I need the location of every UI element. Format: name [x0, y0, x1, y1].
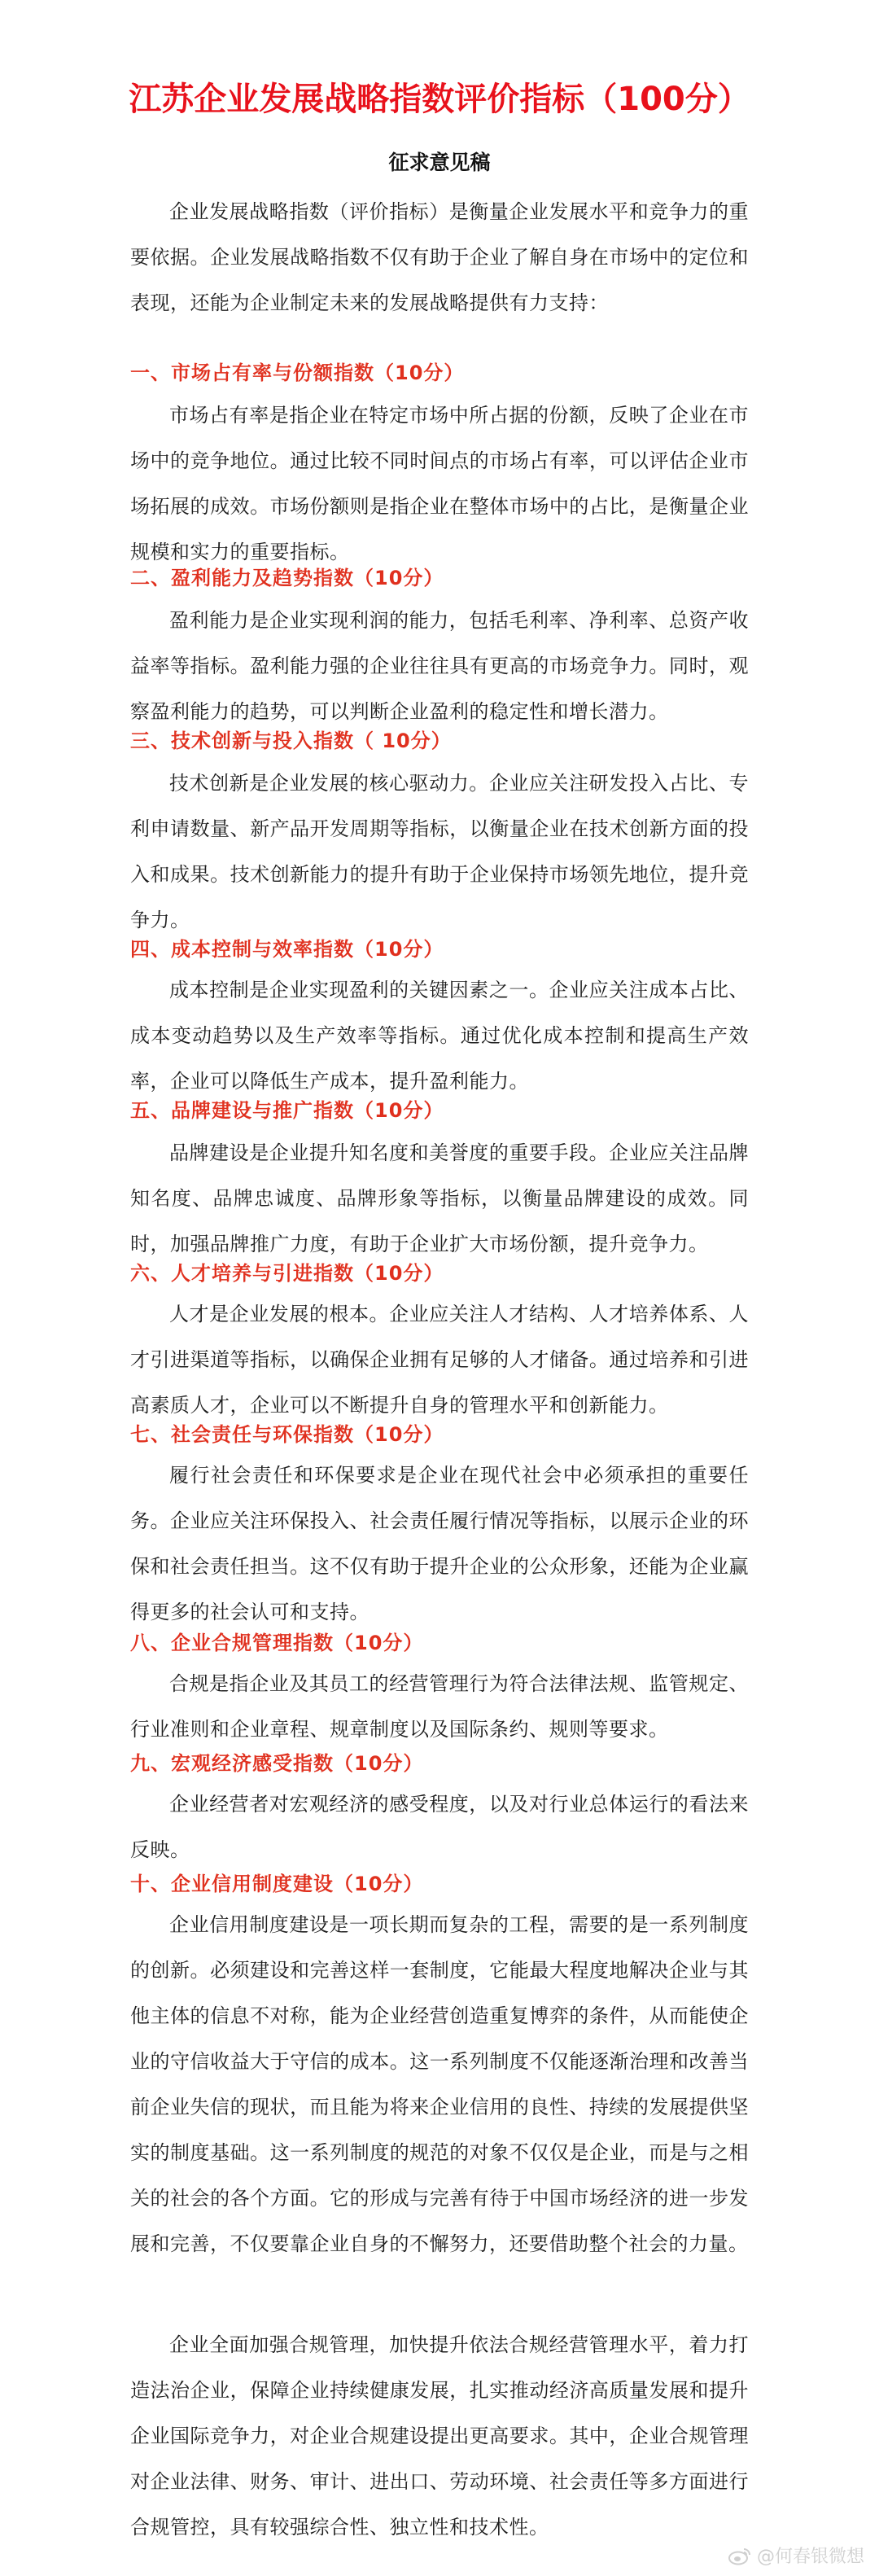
section-body-1: 市场占有率是指企业在特定市场中所占据的份额，反映了企业在市场中的竞争地位。通过比较不同时间点的市场占有率，可以评估企业市场拓展的成效。市场份额则是指企业在整体市场中的占比，是衡量企业规模和实力的重要指标。	[130, 404, 749, 563]
section-heading-3: 三、技术创新与投入指数（ 10分）	[130, 729, 452, 752]
intro-paragraph: 企业发展战略指数（评价指标）是衡量企业发展水平和竞争力的重要依据。企业发展战略指数不仅有助于企业了解自身在市场中的定位和表现，还能为企业制定未来的发展战略提供有力支持：	[130, 200, 749, 314]
closing-paragraph: 企业全面加强合规管理，加快提升依法合规经营管理水平，着力打造法治企业，保障企业持续健康发展，扎实推动经济高质量发展和提升企业国际竞争力，对企业合规建设提出更高要求。其中，企业合规管理对企业法律、财务、审计、进出口、劳动环境、社会责任等多方面进行合规管控，具有较强综合性、独立性和技术性。	[130, 2333, 749, 2539]
section-body-6: 人才是企业发展的根本。企业应关注人才结构、人才培养体系、人才引进渠道等指标，以确保企业拥有足够的人才储备。通过培养和引进高素质人才，企业可以不断提升自身的管理水平和创新能力。	[130, 1303, 749, 1417]
section-heading-2: 二、盈利能力及趋势指数（10分）	[130, 567, 444, 589]
section-heading-9: 九、宏观经济感受指数（10分）	[130, 1752, 424, 1775]
section-body-3: 技术创新是企业发展的核心驱动力。企业应关注研发投入占比、专利申请数量、新产品开发周期等指标，以衡量企业在技术创新方面的投入和成果。技术创新能力的提升有助于企业保持市场领先地位，提升竞争力。	[130, 772, 749, 931]
section-heading-5: 五、品牌建设与推广指数（10分）	[130, 1099, 444, 1122]
watermark	[728, 2543, 864, 2568]
section-heading-1: 一、市场占有率与份额指数（10分）	[130, 361, 465, 384]
page-subtitle: 征求意见稿	[388, 151, 491, 174]
section-heading-4: 四、成本控制与效率指数（10分）	[130, 938, 444, 961]
section-heading-7: 七、社会责任与环保指数（10分）	[130, 1423, 444, 1446]
section-body-9: 企业经营者对宏观经济的感受程度，以及对行业总体运行的看法来反映。	[130, 1793, 749, 1861]
section-heading-6: 六、人才培养与引进指数（10分）	[130, 1262, 444, 1285]
weibo-icon	[728, 2546, 752, 2565]
page-title: 江苏企业发展战略指数评价指标（100分）	[129, 81, 750, 118]
section-body-10: 企业信用制度建设是一项长期而复杂的工程，需要的是一系列制度的创新。必须建设和完善这样一套制度，它能最大程度地解决企业与其他主体的信息不对称，能为企业经营创造重复博弈的条件，从而能使企业的守信收益大于守信的成本。这一系列制度不仅能逐渐治理和改善当前企业失信的现状，而且能为将来企业信用的良性、持续的发展提供坚实的制度基础。这一系列制度的规范的对象不仅仅是企业，而是与之相关的社会的各个方面。它的形成与完善有待于中国市场经济的进一步发展和完善，不仅要靠企业自身的不懈努力，还要借助整个社会的力量。	[130, 1913, 749, 2255]
section-body-4: 成本控制是企业实现盈利的关键因素之一。企业应关注成本占比、成本变动趋势以及生产效率等指标。通过优化成本控制和提高生产效率，企业可以降低生产成本，提升盈利能力。	[130, 979, 749, 1093]
watermark-text: @何春银微想	[756, 2547, 864, 2567]
section-heading-8: 八、企业合规管理指数（10分）	[130, 1632, 424, 1654]
section-body-2: 盈利能力是企业实现利润的能力，包括毛利率、净利率、总资产收益率等指标。盈利能力强的企业往往具有更高的市场竞争力。同时，观察盈利能力的趋势，可以判断企业盈利的稳定性和增长潜力。	[130, 609, 749, 723]
section-body-5: 品牌建设是企业提升知名度和美誉度的重要手段。企业应关注品牌知名度、品牌忠诚度、品牌形象等指标，以衡量品牌建设的成效。同时，加强品牌推广力度，有助于企业扩大市场份额，提升竞争力。	[130, 1141, 749, 1255]
section-heading-10: 十、企业信用制度建设（10分）	[130, 1873, 424, 1895]
section-body-7: 履行社会责任和环保要求是企业在现代社会中必须承担的重要任务。企业应关注环保投入、社会责任履行情况等指标，以展示企业的环保和社会责任担当。这不仅有助于提升企业的公众形象，还能为企业赢得更多的社会认可和支持。	[130, 1464, 749, 1623]
section-body-8: 合规是指企业及其员工的经营管理行为符合法律法规、监管规定、行业准则和企业章程、规章制度以及国际条约、规则等要求。	[130, 1672, 749, 1741]
